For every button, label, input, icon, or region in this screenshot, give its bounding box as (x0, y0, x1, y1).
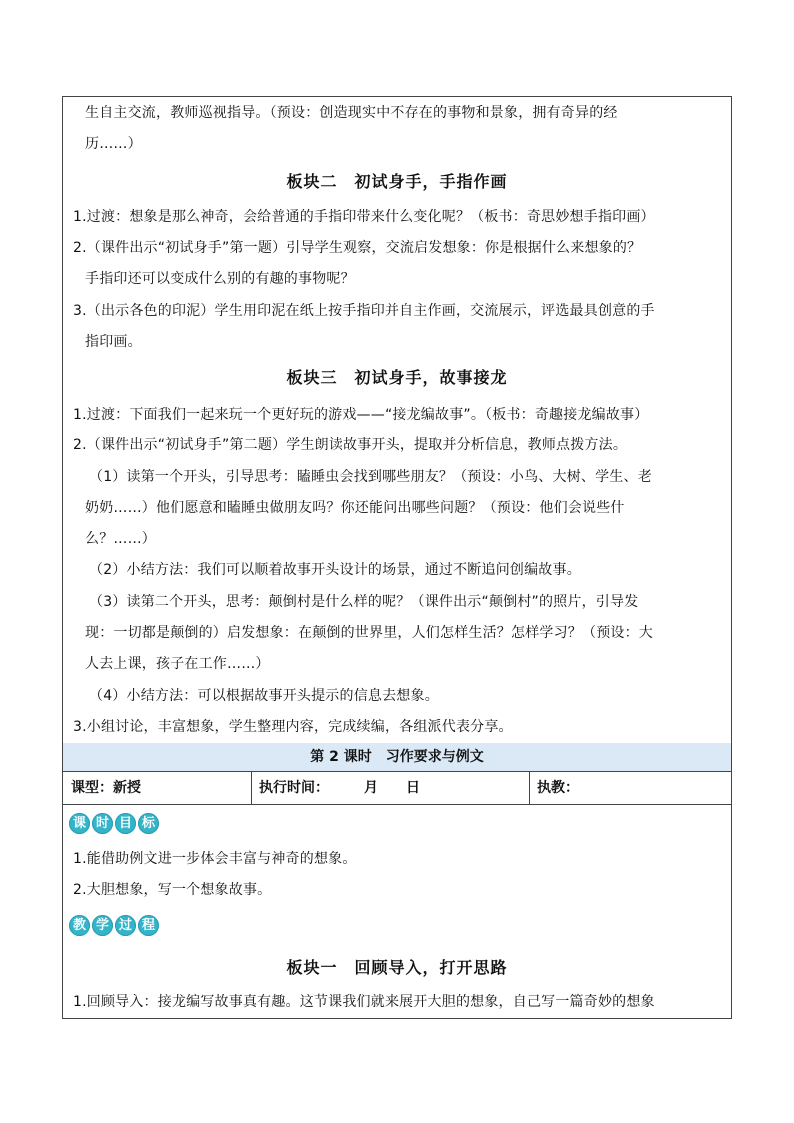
text-line: 手指印还可以变成什么别的有趣的事物呢？ (85, 271, 355, 287)
badge-char: 目 (115, 813, 136, 834)
paragraph: 3.小组讨论，丰富想象，学生整理内容，完成续编，各组派代表分享。 (73, 719, 513, 735)
teaching-process-badge (69, 915, 159, 936)
text-line: 人去上课，孩子在工作……） (85, 656, 270, 672)
paragraph: 2.（课件出示“初试身手”第二题）学生朗读故事开头，提取并分析信息，教师点拨方法。 (73, 437, 628, 453)
execution-time-cell: 执行时间： 月 日 (259, 780, 420, 796)
badge-char: 学 (92, 915, 113, 936)
teacher-cell: 执教： (537, 780, 579, 796)
text-line: 奶奶……）他们愿意和瞌睡虫做朋友吗？你还能问出哪些问题？（预设：他们会说些什 (85, 500, 625, 516)
lesson-header-bar (63, 743, 731, 771)
divider (529, 771, 530, 804)
paragraph: （2）小结方法：我们可以顺着故事开头设计的场景，通过不断追问创编故事。 (89, 562, 581, 578)
paragraph: （3）读第二个开头，思考：颠倒村是什么样的呢？（课件出示“颠倒村”的照片，引导发 (89, 594, 639, 610)
text-line: 么？……） (85, 531, 156, 547)
paragraph: 2.（课件出示“初试身手”第一题）引导学生观察，交流启发想象：你是根据什么来想象的？ (73, 240, 642, 256)
section-title: 板块三 初试身手，故事接龙 (286, 368, 508, 387)
badge-char: 标 (138, 813, 159, 834)
badge-char: 过 (115, 915, 136, 936)
divider (251, 771, 252, 804)
badge-char: 课 (69, 813, 90, 834)
text-line: 历……） (85, 136, 142, 152)
lesson-type-cell: 课型：新授 (71, 780, 141, 796)
lesson-title: 第 2 课时 习作要求与例文 (310, 749, 484, 765)
goal-item: 1.能借助例文进一步体会丰富与神奇的想象。 (73, 851, 357, 867)
goal-item: 2.大胆想象，写一个想象故事。 (73, 882, 272, 898)
divider (63, 771, 731, 772)
section-title: 板块二 初试身手，手指作画 (286, 172, 508, 191)
badge-char: 教 (69, 915, 90, 936)
text-line: 现：一切都是颠倒的）启发想象：在颠倒的世界里，人们怎样生活？怎样学习？（预设：大 (85, 625, 653, 641)
paragraph: 3.（出示各色的印泥）学生用印泥在纸上按手指印并自主作画，交流展示，评选最具创意的手 (73, 303, 655, 319)
paragraph: （4）小结方法：可以根据故事开头提示的信息去想象。 (89, 688, 439, 704)
divider (63, 804, 731, 805)
text-line: 生自主交流，教师巡视指导。（预设：创造现实中不存在的事物和景象，拥有奇异的经 (85, 105, 618, 121)
lesson-goals-badge (69, 813, 159, 834)
paragraph: 1.过渡：下面我们一起来玩一个更好玩的游戏——“接龙编故事”。（板书：奇趣接龙编故事） (73, 407, 649, 423)
lesson-plan-table (62, 96, 732, 1019)
text-line: 指印画。 (85, 334, 142, 350)
badge-char: 时 (92, 813, 113, 834)
paragraph: 1.回顾导入：接龙编写故事真有趣。这节课我们就来展开大胆的想象，自己写一篇奇妙的想象 (73, 994, 655, 1010)
paragraph: （1）读第一个开头，引导思考：瞌睡虫会找到哪些朋友？（预设：小鸟、大树、学生、老 (89, 469, 652, 485)
section-title: 板块一 回顾导入，打开思路 (286, 958, 508, 977)
paragraph: 1.过渡：想象是那么神奇，会给普通的手指印带来什么变化呢？（板书：奇思妙想手指印画） (73, 209, 655, 225)
badge-char: 程 (138, 915, 159, 936)
